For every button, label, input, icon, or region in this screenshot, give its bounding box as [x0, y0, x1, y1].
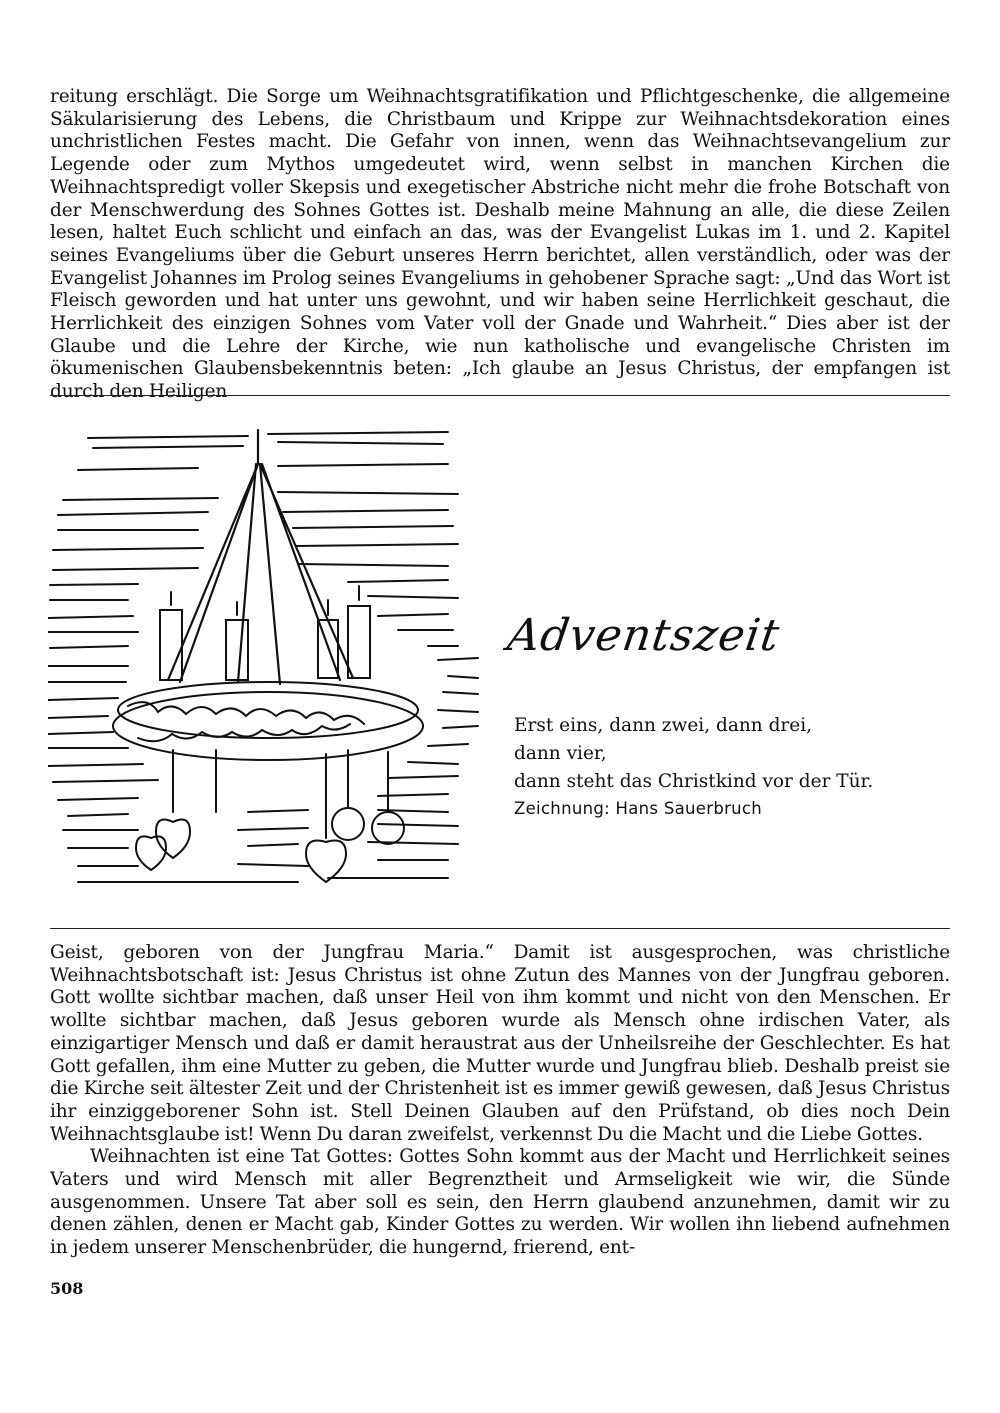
divider-top	[50, 395, 950, 396]
advent-wreath-illustration	[48, 420, 486, 910]
divider-bottom	[50, 928, 950, 929]
poem-line: dann steht das Christkind vor der Tür.	[514, 771, 874, 792]
page-number: 508	[50, 1279, 84, 1298]
body-paragraph-bottom-2: Weihnachten ist eine Tat Gottes: Gottes Sohn kommt aus der Macht und Herrlichkeit seines Vaters und wird Mensch mit aller Begrenztheit und Armseligkeit wie wir, die Sünde ausgenommen. Unsere Tat aber soll es sein, den Herrn glaubend anzunehmen, damit wir zu denen zählen, denen er Macht gab, Kinder Gottes zu werden. Wir wollen ihn liebend aufnehmen in jedem unserer Menschenbrüder, die hungernd, frierend, ent-	[50, 1146, 950, 1259]
poem-line: dann vier,	[514, 743, 607, 764]
body-paragraph-top: reitung erschlägt. Die Sorge um Weihnachtsgratifikation und Pflichtgeschenke, die allgemeine Säkularisierung des Lebens, die Christbaum und Krippe zur Weihnachtsdekoration eines unchristlichen Festes macht. Die Gefahr von innen, wenn das Weihnachtsevangelium zur Legende oder zum Mythos umgedeutet wird, wenn selbst in manchen Kirchen die Weihnachtspredigt voller Skepsis und exegetischer Abstriche nicht mehr die frohe Botschaft von der Menschwerdung des Sohnes Gottes ist. Deshalb meine Mahnung an alle, die diese Zeilen lesen, haltet Euch schlicht und einfach an das, was der Evangelist Lukas im 1. und 2. Kapitel seines Evangeliums über die Geburt unseres Herrn berichtet, allen verständlich, oder was der Evangelist Johannes im Prolog seines Evangeliums in gehobener Sprache sagt: „Und das Wort ist Fleisch geworden und hat unter uns gewohnt, und wir haben seine Herrlichkeit geschaut, die Herrlichkeit des einzigen Sohnes vom Vater voll der Gnade und Wahrheit.“ Dies aber ist der Glaube und die Lehre der Kirche, wie nun katholische und evangelische Christen im ökumenischen Glaubensbekenntnis beten: „Ich glaube an Jesus Christus, der empfangen ist durch den Heiligen	[50, 86, 950, 403]
body-paragraphs-bottom	[50, 942, 950, 1260]
body-paragraph-bottom-1: Geist, geboren von der Jungfrau Maria.“ Damit ist ausgesprochen, was christliche Weihnachtsbotschaft ist: Jesus Christus ist ohne Zutun des Mannes von der Jungfrau geboren. Gott wollte sichtbar machen, daß unser Heil von ihm kommt und nicht von den Menschen. Er wollte sichtbar machen, daß Jesus geboren wurde als Mensch ohne irdischen Vater, als einzigartiger Mensch und daß er damit heraustrat aus der Unheilsreihe der Geschlechter. Es hat Gott gefallen, ihm eine Mutter zu geben, die Mutter wurde und Jungfrau blieb. Deshalb preist sie die Kirche seit ältester Zeit und der Christenheit ist es immer gewiß gewesen, daß Jesus Christus ihr einziggeborener Sohn ist. Stell Deinen Glauben auf den Prüfstand, ob dies noch Dein Weihnachtsglaube ist! Wenn Du daran zweifelst, verkennst Du die Macht und die Liebe Gottes.	[50, 942, 950, 1145]
illustration-credit: Zeichnung: Hans Sauerbruch	[514, 799, 763, 818]
hearts	[136, 750, 404, 882]
title-flourish	[510, 668, 790, 670]
candles	[160, 586, 370, 680]
poem-line: Erst eins, dann zwei, dann drei,	[514, 715, 812, 736]
poem	[514, 712, 873, 796]
poem-title: Adventszeit	[504, 610, 784, 661]
wreath	[113, 682, 423, 760]
